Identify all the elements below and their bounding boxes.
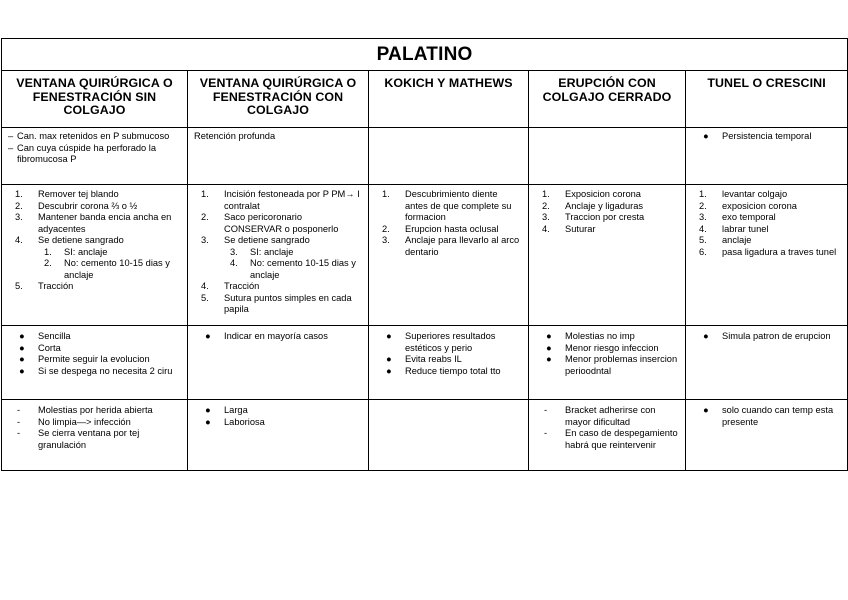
comparison-table xyxy=(1,38,848,471)
table-cell xyxy=(529,326,686,400)
list-item: ● Simula patron de erupcion xyxy=(703,331,831,341)
list-item: 3. Anclaje para llevarlo al arco dentario xyxy=(382,235,520,257)
list-item: 1. Remover tej blando xyxy=(15,189,119,199)
list-item: - Bracket adherirse con mayor dificultad xyxy=(544,405,656,427)
list-item: 1. Descubrimiento diente antes de que complete su formacion xyxy=(382,189,512,222)
list-item: 2. Anclaje y ligaduras xyxy=(542,200,644,211)
list-item: ● Corta xyxy=(19,342,61,353)
advantages-row xyxy=(2,326,848,400)
list-item: ● Reduce tiempo total tto xyxy=(386,365,501,376)
list-item: ● Si se despega no necesita 2 ciru xyxy=(19,365,173,376)
column-header: VENTANA QUIRÚRGICA O FENESTRACIÓN CON COLGAJO xyxy=(188,71,369,128)
list-item: 3. exo temporal xyxy=(699,212,776,222)
table-cell xyxy=(369,185,529,326)
column-header: VENTANA QUIRÚRGICA O FENESTRACIÓN SIN COLGAJO xyxy=(2,71,188,128)
table-cell xyxy=(686,400,848,471)
list-item: ● Permite seguir la evolucion xyxy=(19,354,150,364)
list-item: 4. Se detiene sangrado xyxy=(15,235,124,245)
table-cell xyxy=(686,128,848,185)
table-cell xyxy=(2,128,188,185)
cell-text: Retención profunda xyxy=(194,131,276,141)
list-item: - Molestias por herida abierta xyxy=(17,405,153,415)
indications-row xyxy=(2,128,848,185)
list-item: ● Menor riesgo infeccion xyxy=(546,342,659,353)
list-item: – Can cuya cúspide ha perforado la fibromucosa P xyxy=(8,142,157,164)
list-item: 5. anclaje xyxy=(699,235,752,245)
column-header: TUNEL O CRESCINI xyxy=(686,71,848,128)
list-item: ● solo cuando can temp esta presente xyxy=(703,405,834,427)
table-cell xyxy=(686,326,848,400)
list-item: 5. Tracción xyxy=(15,281,74,291)
list-item: 1. levantar colgajo xyxy=(699,189,788,199)
list-item: 2. Saco pericoronario CONSERVAR o posponerlo xyxy=(201,212,339,234)
table-cell xyxy=(686,185,848,326)
list-item: - Se cierra ventana por tej granulación xyxy=(17,428,140,450)
table-cell xyxy=(529,400,686,471)
list-item: 2. exposicion corona xyxy=(699,200,797,211)
list-item: 1. Incisión festoneada por P PM→ I contralat xyxy=(201,189,360,211)
list-item: ● Superiores resultados estéticos y perio xyxy=(386,331,496,353)
list-item: 3. Mantener banda encia ancha en adyacentes xyxy=(15,212,172,234)
list-item: 4. labrar tunel xyxy=(699,223,769,234)
list-item: 1. SI: anclaje xyxy=(44,246,108,257)
list-item: 4. No: cemento 10-15 dias y anclaje xyxy=(230,258,356,280)
list-item: ● Sencilla xyxy=(19,331,71,341)
list-item: ● Larga xyxy=(205,405,248,415)
list-item: 1. Exposicion corona xyxy=(542,189,641,199)
list-item: 5. Sutura puntos simples en cada papila xyxy=(201,292,352,314)
list-item: - No limpia—> infección xyxy=(17,416,131,427)
list-item: - En caso de despegamiento habrá que reintervenir xyxy=(544,428,678,450)
list-item: ● Laboriosa xyxy=(205,416,265,427)
column-header: ERUPCIÓN CON COLGAJO CERRADO xyxy=(529,71,686,128)
list-item: 3. Traccion por cresta xyxy=(542,212,645,222)
list-item: ● Molestias no imp xyxy=(546,331,635,341)
column-header: KOKICH Y MATHEWS xyxy=(369,71,529,128)
list-item: 2. Erupcion hasta oclusal xyxy=(382,223,499,234)
disadvantages-row xyxy=(2,400,848,471)
list-item: ● Indicar en mayoría casos xyxy=(205,331,328,341)
list-item: 6. pasa ligadura a traves tunel xyxy=(699,246,837,257)
list-item: 3. Se detiene sangrado xyxy=(201,235,310,245)
table-cell xyxy=(188,326,369,400)
list-item: – Can. max retenidos en P submucoso xyxy=(8,131,170,141)
table-cell xyxy=(188,185,369,326)
list-item: 4. Tracción xyxy=(201,281,260,291)
table-cell xyxy=(369,326,529,400)
table-cell xyxy=(2,185,188,326)
table-title: PALATINO xyxy=(2,39,848,71)
table-cell xyxy=(369,400,529,471)
list-item: 4. Suturar xyxy=(542,223,596,234)
list-item: ● Menor problemas insercion perioodntal xyxy=(546,354,678,376)
header-row xyxy=(2,71,848,128)
table-cell xyxy=(188,128,369,185)
table-cell xyxy=(369,128,529,185)
table-cell xyxy=(529,185,686,326)
list-item: 3. SI: anclaje xyxy=(230,246,294,257)
table-cell xyxy=(529,128,686,185)
list-item: ● Evita reabs IL xyxy=(386,354,462,364)
table-cell xyxy=(188,400,369,471)
procedure-row xyxy=(2,185,848,326)
list-item: ● Persistencia temporal xyxy=(703,131,812,141)
table-cell xyxy=(2,326,188,400)
title-row xyxy=(2,39,848,71)
list-item: 2. No: cemento 10-15 dias y anclaje xyxy=(44,258,170,280)
table-cell xyxy=(2,400,188,471)
list-item: 2. Descubrir corona ⅔ o ½ xyxy=(15,200,138,211)
